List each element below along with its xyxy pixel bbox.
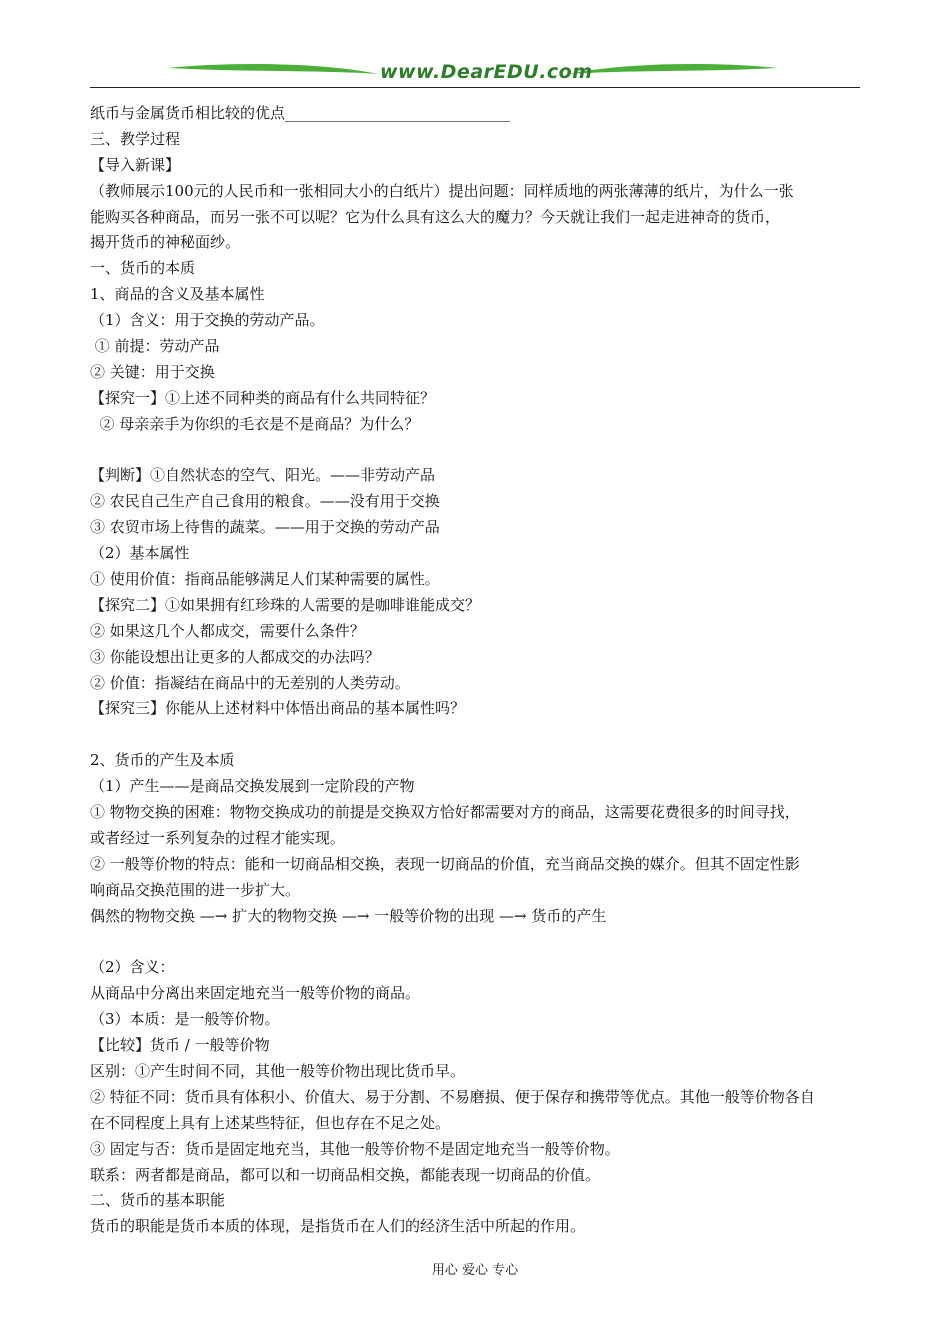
text-line: ③ 你能设想出让更多的人都成交的办法吗？ bbox=[90, 647, 380, 666]
text-line: （3）本质：是一般等价物。 bbox=[90, 1010, 280, 1029]
text-line: 能购买各种商品，而另一张不可以呢？它为什么具有这么大的魔力？今天就让我们一起走进神奇的货币， bbox=[90, 207, 781, 226]
text-line: 响商品交换范围的进一步扩大。 bbox=[90, 880, 301, 899]
text-line: 或者经过一系列复杂的过程才能实现。 bbox=[90, 828, 346, 847]
text-line: 联系：两者都是商品，都可以和一切商品相交换，都能表现一切商品的价值。 bbox=[90, 1165, 601, 1184]
text-line: 一、货币的本质 bbox=[90, 259, 196, 278]
text-line: 纸币与金属货币相比较的优点______________________________ bbox=[90, 104, 511, 122]
text-line: 在不同程度上具有上述某些特征，但也存在不足之处。 bbox=[90, 1113, 451, 1132]
site-logo[interactable] bbox=[168, 60, 778, 86]
text-line: 【探究二】①如果拥有红珍珠的人需要的是咖啡谁能成交？ bbox=[90, 595, 481, 614]
text-line: 偶然的物物交换 —→ 扩大的物物交换 —→ 一般等价物的出现 —→ 货币的产生 bbox=[90, 906, 607, 925]
text-line: ③ 农贸市场上待售的蔬菜。——用于交换的劳动产品 bbox=[90, 518, 440, 537]
text-line: 2、货币的产生及本质 bbox=[90, 751, 235, 770]
text-line: ② 如果这几个人都成交，需要什么条件？ bbox=[90, 621, 365, 640]
text-line bbox=[90, 438, 870, 464]
text-line bbox=[90, 722, 870, 748]
text-line: ① 物物交换的困难：物物交换成功的前提是交换双方恰好都需要对方的商品，这需要花费很多的时间寻找， bbox=[90, 803, 800, 822]
text-line: （教师展示100元的人民币和一张相同大小的白纸片）提出问题：同样质地的两张薄薄的纸片，为什么一张 bbox=[90, 181, 794, 200]
text-line: 【探究一】①上述不同种类的商品有什么共同特征？ bbox=[90, 388, 436, 407]
text-line: 1、商品的含义及基本属性 bbox=[90, 285, 265, 304]
text-line: ③ 固定与否：货币是固定地充当，其他一般等价物不是固定地充当一般等价物。 bbox=[90, 1139, 620, 1158]
text-line bbox=[90, 930, 870, 956]
text-line: 三、教学过程 bbox=[90, 129, 181, 148]
text-line: （2）含义： bbox=[90, 958, 175, 977]
text-line: ② 价值：指凝结在商品中的无差别的人类劳动。 bbox=[90, 673, 410, 692]
text-line: 区别：①产生时间不同，其他一般等价物出现比货币早。 bbox=[90, 1061, 466, 1080]
page-header bbox=[90, 58, 860, 90]
text-line: 二、货币的基本职能 bbox=[90, 1191, 226, 1210]
text-line: 【探究三】你能从上述材料中体悟出商品的基本属性吗？ bbox=[90, 699, 466, 718]
text-line: 从商品中分离出来固定地充当一般等价物的商品。 bbox=[90, 984, 421, 1003]
text-line: 【导入新课】 bbox=[90, 155, 181, 174]
page-footer: 用心 爱心 专心 bbox=[431, 1263, 519, 1278]
text-line: 【判断】①自然状态的空气、阳光。——非劳动产品 bbox=[90, 466, 436, 485]
text-line: ② 特征不同：货币具有体积小、价值大、易于分割、不易磨损、便于保存和携带等优点。其他一般等价物各自 bbox=[90, 1087, 815, 1106]
text-line: ② 关键：用于交换 bbox=[90, 362, 215, 381]
logo-text: www.DearEDU.com bbox=[380, 61, 593, 83]
text-line: ① 前提：劳动产品 bbox=[90, 337, 220, 356]
text-line: 货币的职能是货币本质的体现，是指货币在人们的经济生活中所起的作用。 bbox=[90, 1217, 586, 1236]
text-line: ② 农民自己生产自己食用的粮食。——没有用于交换 bbox=[90, 492, 440, 511]
text-line: ① 使用价值：指商品能够满足人们某种需要的属性。 bbox=[90, 570, 440, 589]
document-body bbox=[90, 101, 870, 1240]
text-line: ② 母亲亲手为你织的毛衣是不是商品？为什么？ bbox=[90, 414, 420, 433]
text-line: 揭开货币的神秘面纱。 bbox=[90, 233, 241, 252]
text-line: （2）基本属性 bbox=[90, 544, 190, 563]
text-line: ② 一般等价物的特点：能和一切商品相交换，表现一切商品的价值，充当商品交换的媒介。但其不固定性影 bbox=[90, 854, 800, 873]
text-line: （1）含义：用于交换的劳动产品。 bbox=[90, 311, 325, 330]
header-rule bbox=[90, 87, 860, 88]
text-line: 【比较】货币 / 一般等价物 bbox=[90, 1036, 270, 1055]
text-line: （1）产生——是商品交换发展到一定阶段的产物 bbox=[90, 777, 415, 796]
